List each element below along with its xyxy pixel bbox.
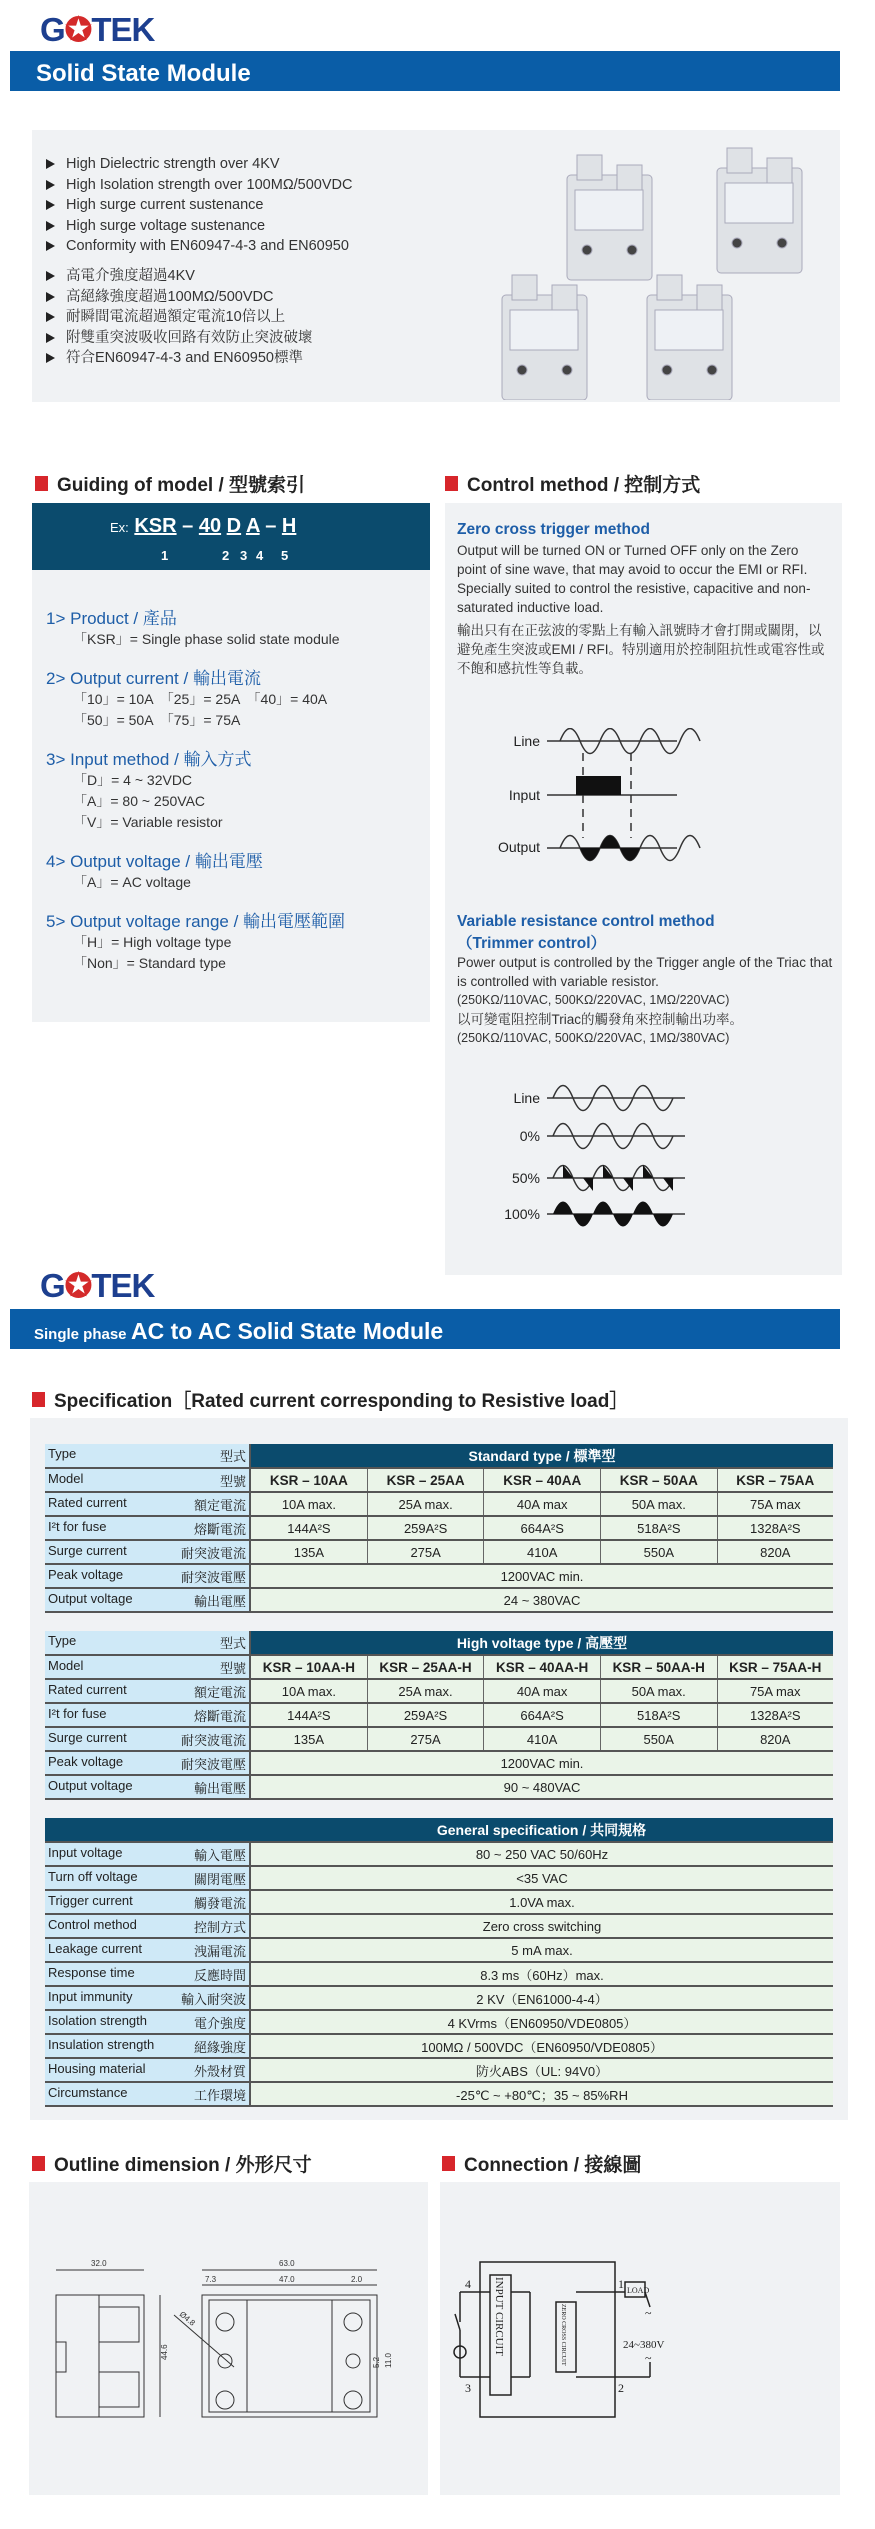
row-label: Isolation strength 電介強度 xyxy=(45,2010,250,2034)
row-value: -25℃ ~ +80℃；35 ~ 85%RH xyxy=(250,2082,833,2106)
spec-heading: Specification［Rated current corresponding to Resistive load］ xyxy=(32,1386,628,1413)
guide-line: 「Non」= Standard type xyxy=(73,955,226,971)
guiding-heading: Guiding of model / 型號索引 xyxy=(35,470,305,497)
general-row xyxy=(45,1938,833,1962)
row-value: <35 VAC xyxy=(250,1866,833,1890)
row-label: Control method 控制方式 xyxy=(45,1914,250,1938)
general-row xyxy=(45,1866,833,1890)
svg-text:63.0: 63.0 xyxy=(279,2259,295,2268)
guide-line: 「A」= 80 ~ 250VAC xyxy=(73,793,206,809)
banner-title: Solid State Module xyxy=(10,51,840,91)
variable-text: Power output is controlled by the Trigger angle of the Triac that is controlled with variable resistor. xyxy=(457,955,833,989)
outline-heading: Outline dimension / 外形尺寸 xyxy=(32,2150,312,2177)
general-row xyxy=(45,1842,833,1866)
guide-title: 4> Output voltage / 輸出電壓 xyxy=(46,852,263,871)
svg-text:2.0: 2.0 xyxy=(351,2275,363,2284)
high-voltage-table: Type 型式 High voltage type / 高壓型 Model 型號 KSR – 10AA-H KSR – 25AA-H KSR – 40AA-H KSR – 50AA-H KSR – 75AA-H Rated current 額定電流 10A max. 25A max. 40A max 50A max. 75A max I²t for fuse 熔斷電流 144A²S 259A²S 664A²S 518A²S 1328A²S Surge current 耐突波電流 135A 275A 410A 550A 820A Peak voltage 耐突波電壓 1200VAC min. Output voltage 輸出電壓 90 ~ 480VAC xyxy=(45,1631,833,1800)
guide-line: 「A」= AC voltage xyxy=(73,874,191,890)
row-value: 100MΩ / 500VDC（EN60950/VDE0805） xyxy=(250,2034,833,2058)
features-cn xyxy=(42,266,313,369)
guide-title: 1> Product / 產品 xyxy=(46,609,177,628)
feature-item: High surge voltage sustenance xyxy=(42,216,353,237)
row-label: Trigger current 觸發電流 xyxy=(45,1890,250,1914)
svg-text:4: 4 xyxy=(465,2277,471,2291)
svg-text:47.0: 47.0 xyxy=(279,2275,295,2284)
svg-text:INPUT CIRCUIT: INPUT CIRCUIT xyxy=(493,2277,505,2356)
banner-2: Single phase AC to AC Solid State Module xyxy=(10,1309,840,1349)
svg-text:50%: 50% xyxy=(511,1170,540,1186)
general-row xyxy=(45,1890,833,1914)
svg-text:24~380V: 24~380V xyxy=(623,2339,665,2351)
row-label: Circumstance 工作環境 xyxy=(45,2082,250,2106)
general-row xyxy=(45,1986,833,2010)
svg-text:1: 1 xyxy=(618,2277,624,2291)
general-table: General specification / 共同規格 Input voltage 輸入電壓 80 ~ 250 VAC 50/60Hz Turn off voltage 關閉電壓 <35 VAC Trigger current 觸發電流 1.0VA max. Control method 控制方式 Zero cross switching Leakage current 洩漏電流 5 mA max. Response time 反應時間 8.3 ms（60Hz）max. Input immunity 輸入耐突波 2 KV（EN61000-4-4） Isolation strength 電介強度 4 KVrms（EN60950/VDE0805） Insulation strength 絕緣強度 100MΩ / 500VDC（EN60950/VDE0805） Housing material 外殼材質 防火ABS（UL: 94V0） Circumstance 工作環境 -25℃ ~ +80℃；35 ~ 85%RH xyxy=(45,1818,833,2107)
gotek-logo-2: G✪TEK xyxy=(40,1267,155,1304)
svg-text:Line: Line xyxy=(513,733,540,749)
row-value: 2 KV（EN61000-4-4） xyxy=(250,1986,833,2010)
zero-cross-waveform xyxy=(485,728,805,878)
connection-diagram xyxy=(440,2182,840,2495)
general-row xyxy=(45,1914,833,1938)
svg-text:32.0: 32.0 xyxy=(91,2259,107,2268)
row-label: Turn off voltage 關閉電壓 xyxy=(45,1866,250,1890)
zero-cross-text: Output will be turned ON or Turned OFF only on the Zero point of sine wave, that may avoid to occur the EMI or RFI. Specially suited to control the resistive, capacitive and non-saturated inductive load. xyxy=(457,543,811,615)
svg-text:Line: Line xyxy=(513,1090,540,1106)
row-label: Housing material 外殼材質 xyxy=(45,2058,250,2082)
feature-item: 符合EN60947-4-3 and EN60950標準 xyxy=(42,348,313,369)
svg-text:44.6: 44.6 xyxy=(160,2344,169,2360)
svg-text:Input: Input xyxy=(508,787,540,803)
guide-title: 5> Output voltage range / 輸出電壓範圍 xyxy=(46,912,346,931)
model-example: Ex: KSR – 40 D A – H 1 2 3 4 5 xyxy=(32,503,430,570)
svg-text:~: ~ xyxy=(645,2351,652,2365)
guide-line: 「H」= High voltage type xyxy=(73,934,232,950)
svg-text:7.3: 7.3 xyxy=(205,2275,217,2284)
svg-text:100%: 100% xyxy=(504,1206,540,1222)
row-label: Input voltage 輸入電壓 xyxy=(45,1842,250,1866)
features-panel xyxy=(32,130,840,402)
guide-line: 「D」= 4 ~ 32VDC xyxy=(73,772,193,788)
svg-text:0%: 0% xyxy=(519,1128,540,1144)
feature-item: 耐瞬間電流超過額定電流10倍以上 xyxy=(42,307,313,328)
row-value: 防火ABS（UL: 94V0） xyxy=(250,2058,833,2082)
svg-text:ZERO CROSS CIRCUIT: ZERO CROSS CIRCUIT xyxy=(560,2304,566,2366)
row-label: Input immunity 輸入耐突波 xyxy=(45,1986,250,2010)
control-panel xyxy=(445,503,842,1275)
svg-text:11.0: 11.0 xyxy=(384,2353,393,2368)
zero-cross-cn: 輸出只有在正弦波的零點上有輸入訊號時才會打開或關閉，以避免產生突波或EMI / RFI。特別適用於控制阻抗性或電容性或不飽和感抗性等負載。 xyxy=(457,623,825,676)
svg-text:~: ~ xyxy=(645,2306,652,2320)
variable-text2: (250KΩ/110VAC, 500KΩ/220VAC, 1MΩ/220VAC) xyxy=(457,993,730,1007)
general-row xyxy=(45,2034,833,2058)
svg-text:2: 2 xyxy=(618,2381,624,2395)
row-value: 8.3 ms（60Hz）max. xyxy=(250,1962,833,1986)
svg-text:5.2: 5.2 xyxy=(372,2356,381,2368)
guiding-panel xyxy=(32,503,430,1022)
variable-title: Variable resistance control method xyxy=(457,913,715,930)
guide-line: 「10」= 10A 「25」= 25A 「40」= 40A xyxy=(73,691,328,707)
outline-drawing xyxy=(29,2182,428,2495)
feature-item: High surge current sustenance xyxy=(42,195,353,216)
variable-cn: 以可變電阻控制Triac的觸發角來控制輸出功率。 xyxy=(457,1012,743,1027)
general-row xyxy=(45,1962,833,1986)
features-en xyxy=(42,154,353,257)
gotek-logo: G✪TEK xyxy=(40,11,155,48)
row-label: Response time 反應時間 xyxy=(45,1962,250,1986)
row-label: Leakage current 洩漏電流 xyxy=(45,1938,250,1962)
feature-item: 高電介強度超過4KV xyxy=(42,266,313,287)
variable-waveform xyxy=(485,1083,805,1243)
connection-heading: Connection / 接線圖 xyxy=(442,2150,641,2177)
svg-text:Ø4.8: Ø4.8 xyxy=(177,2309,197,2328)
guide-title: 2> Output current / 輸出電流 xyxy=(46,669,261,688)
general-row xyxy=(45,2010,833,2034)
feature-item: High Isolation strength over 100MΩ/500VDC xyxy=(42,175,353,196)
guide-line: 「50」= 50A 「75」= 75A xyxy=(73,712,241,728)
guide-items xyxy=(32,570,430,974)
row-value: 5 mA max. xyxy=(250,1938,833,1962)
connection-panel xyxy=(440,2182,840,2495)
svg-text:Output: Output xyxy=(497,839,540,855)
standard-table: Type 型式 Standard type / 標準型 Model 型號 KSR – 10AA KSR – 25AA KSR – 40AA KSR – 50AA KSR – 75AA Rated current 額定電流 10A max. 25A max. 40A max 50A max. 75A max I²t for fuse 熔斷電流 144A²S 259A²S 664A²S 518A²S 1328A²S Surge current 耐突波電流 135A 275A 410A 550A 820A Peak voltage 耐突波電壓 1200VAC min. Output voltage 輸出電壓 24 ~ 380VAC xyxy=(45,1444,833,1613)
row-label: Insulation strength 絕緣強度 xyxy=(45,2034,250,2058)
guide-line: 「V」= Variable resistor xyxy=(73,814,223,830)
feature-item: High Dielectric strength over 4KV xyxy=(42,154,353,175)
general-row xyxy=(45,2058,833,2082)
feature-item: 附雙重突波吸收回路有效防止突波破壞 xyxy=(42,328,313,349)
variable-cn2: (250KΩ/110VAC, 500KΩ/220VAC, 1MΩ/380VAC) xyxy=(457,1031,730,1045)
outline-panel xyxy=(29,2182,428,2495)
feature-item: Conformity with EN60947-4-3 and EN60950 xyxy=(42,236,353,257)
general-row xyxy=(45,2082,833,2106)
product-photos xyxy=(452,140,832,400)
guide-line: 「KSR」= Single phase solid state module xyxy=(73,631,340,647)
row-value: 80 ~ 250 VAC 50/60Hz xyxy=(250,1842,833,1866)
row-value: Zero cross switching xyxy=(250,1914,833,1938)
row-value: 1.0VA max. xyxy=(250,1890,833,1914)
svg-text:LOAD: LOAD xyxy=(627,2286,650,2295)
zero-cross-title: Zero cross trigger method xyxy=(457,521,650,538)
control-heading: Control method / 控制方式 xyxy=(445,470,700,497)
variable-subtitle: （Trimmer control） xyxy=(457,935,606,952)
feature-item: 高絕緣強度超過100MΩ/500VDC xyxy=(42,287,313,308)
svg-text:3: 3 xyxy=(465,2381,471,2395)
guide-title: 3> Input method / 輸入方式 xyxy=(46,750,252,769)
row-value: 4 KVrms（EN60950/VDE0805） xyxy=(250,2010,833,2034)
